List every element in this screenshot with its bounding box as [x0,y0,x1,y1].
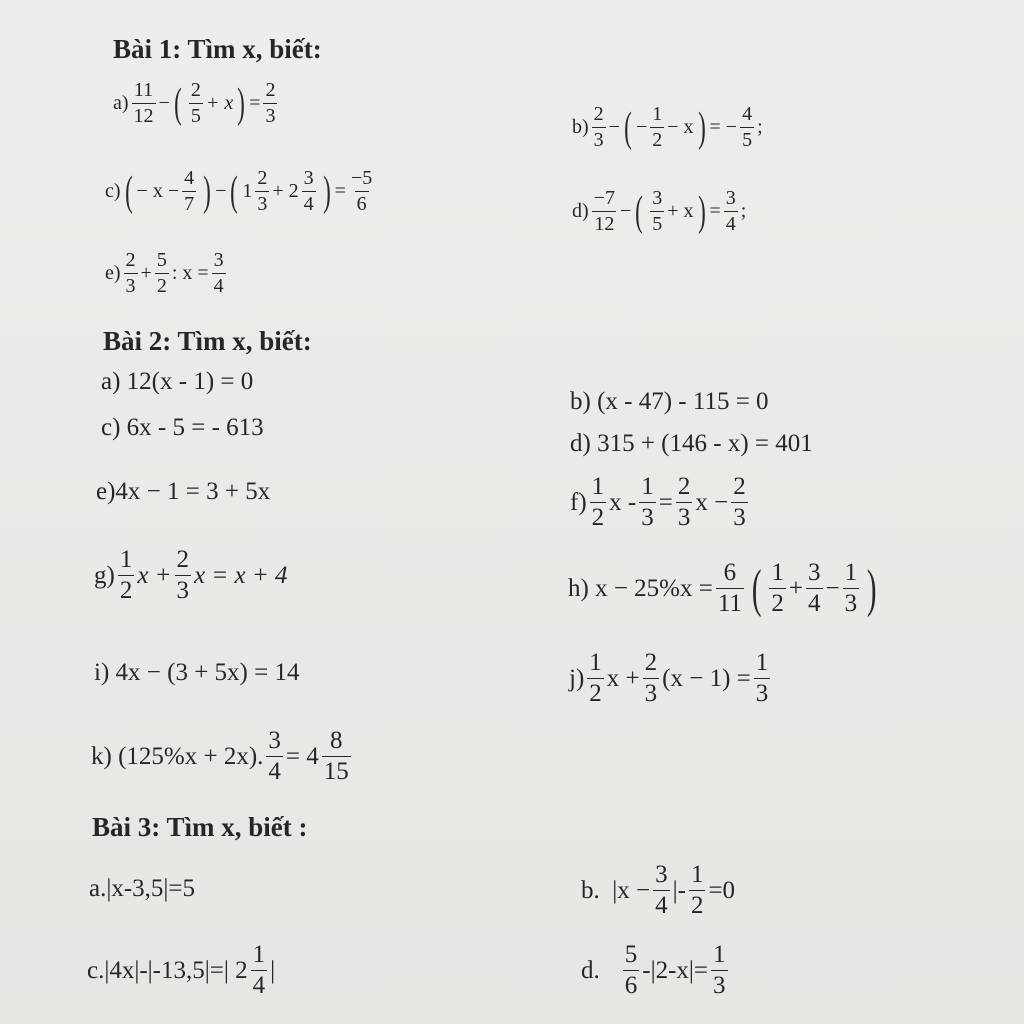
fraction: $\frac{4}{5}$ [742,103,753,151]
equals: = − [709,116,738,138]
term: : x = [171,262,209,284]
open-paren: ( [635,188,644,235]
fraction: $\frac{2}{5}$ [190,79,201,127]
term: + 2 [272,180,299,202]
bai1-b [572,104,763,151]
term: = 4 [285,742,319,770]
label: d. [581,956,600,984]
fraction: $\frac{2}{3}$ [733,473,746,532]
close-paren: ) [697,104,706,151]
fraction: $\frac{8}{15}$ [323,727,349,786]
fraction: $\frac{2}{3}$ [265,79,276,127]
operator: − [619,200,632,222]
bai1-c [105,168,377,215]
fraction: $\frac{1}{2}$ [119,546,133,605]
fraction: $\frac{2}{3}$ [593,103,604,151]
fraction: $\frac{2}{3}$ [257,167,268,215]
label: b) [572,116,589,138]
bai3-heading: Bài 3: Tìm x, biết : [92,812,308,842]
fraction: $\frac{1}{2}$ [771,559,784,618]
bai1-a [113,80,280,127]
operator: − [635,116,648,138]
term: − x [667,116,694,138]
whole-number: 1 [242,180,253,202]
term: (x − 1) = [662,664,751,692]
fraction: $\frac{1}{3}$ [713,941,726,1000]
fraction: $\frac{1}{3}$ [844,559,858,618]
fraction: $\frac{5}{2}$ [156,249,167,297]
equals: = [249,92,261,114]
close-paren: ) [322,168,331,215]
bai2-k [91,728,354,786]
fraction: $\frac{2}{3}$ [125,249,136,297]
bai2-a: a) 12(x - 1) = 0 [101,368,254,395]
term: x + [137,561,172,589]
label: f) [570,488,587,516]
fraction: $\frac{1}{2}$ [589,649,602,708]
term: -|2-x|= [642,956,709,984]
label: k) (125%x + 2x). [91,742,264,770]
fraction: $\frac{2}{3}$ [176,546,190,605]
fraction: $\frac{3}{4}$ [808,559,821,618]
label: c) [105,180,121,202]
term: x − [695,488,729,516]
fraction: $\frac{3}{4}$ [655,861,668,920]
equals: = [334,180,346,202]
fraction: $\frac{2}{3}$ [644,649,658,708]
open-paren: ( [624,104,632,151]
bai3-d [581,942,731,1000]
label: a) [113,92,129,114]
bai2-h [568,560,882,618]
semicolon: ; [757,116,763,138]
fraction: $\frac{2}{3}$ [677,473,691,532]
label: j) [569,664,585,692]
term: |- [672,876,686,904]
label: c.|4x|-|-13,5|=| 2 [87,956,248,984]
bai2-c: c) 6x - 5 = - 613 [101,414,264,441]
label: e) [105,262,121,284]
semicolon: ; [740,200,747,222]
equals: = [709,200,721,222]
operator: − [825,574,840,602]
fraction: $\frac{4}{7}$ [184,167,195,215]
operator: − [158,92,170,114]
term: + x [667,200,694,222]
fraction: $\frac{3}{4}$ [213,249,224,297]
label: b. |x − [581,876,651,904]
term: =0 [708,876,736,904]
bai3-c [87,942,275,1000]
fraction: $\frac{3}{4}$ [268,727,281,786]
label: g) [94,561,115,589]
bai2-d: d) 315 + (146 - x) = 401 [570,430,813,457]
bai2-b: b) (x - 47) - 115 = 0 [570,388,769,415]
fraction: $\frac{1}{3}$ [641,473,654,532]
operator: − [608,116,620,138]
term: x = x + 4 [194,561,288,589]
open-paren: ( [751,559,762,618]
open-paren: ( [124,168,133,215]
term: − x − [136,180,180,202]
fraction: $\frac{1}{2}$ [652,103,663,151]
operator: − [215,180,227,202]
bai2-i: i) 4x − (3 + 5x) = 14 [94,659,300,686]
open-paren: ( [173,80,182,127]
bai2-e: e)4x − 1 = 3 + 5x [96,478,271,505]
bai1-d [572,188,746,235]
fraction: $\frac{11}{12}$ [133,79,154,127]
fraction: $\frac{6}{11}$ [717,559,742,618]
fraction: $\frac{1}{2}$ [690,861,704,920]
fraction: $\frac{-5}{6}$ [350,167,373,215]
close-paren: ) [867,559,877,618]
operator: + [140,262,152,284]
close-paren: ) [697,188,706,235]
close-paren: ) [237,80,246,127]
term: + x [205,92,234,114]
fraction: $\frac{1}{4}$ [252,941,266,1000]
label: h) x − 25%x = [568,574,713,602]
close-paren: ) [203,168,211,215]
fraction: $\frac{1}{2}$ [591,473,605,532]
bai2-j [569,650,773,708]
fraction: $\frac{3}{4}$ [303,167,314,215]
bai1-e [105,250,229,297]
open-paren: ( [230,168,239,215]
bai2-f [570,474,751,532]
fraction: $\frac{5}{6}$ [624,941,638,1000]
term: | [270,956,276,984]
operator: + [788,574,804,602]
term: x + [606,664,640,692]
fraction: $\frac{3}{4}$ [725,187,736,235]
term: x - [609,488,637,516]
equals: = [658,488,673,516]
bai3-a: a.|x-3,5|=5 [89,875,196,902]
fraction: $\frac{-7}{12}$ [593,187,615,235]
label: d) [572,200,589,222]
bai2-heading: Bài 2: Tìm x, biết: [103,326,312,356]
bai3-b [581,862,735,920]
fraction: $\frac{1}{3}$ [755,649,769,708]
bai1-heading: Bài 1: Tìm x, biết: [113,34,322,64]
fraction: $\frac{3}{5}$ [652,187,663,235]
bai2-g [94,547,287,605]
